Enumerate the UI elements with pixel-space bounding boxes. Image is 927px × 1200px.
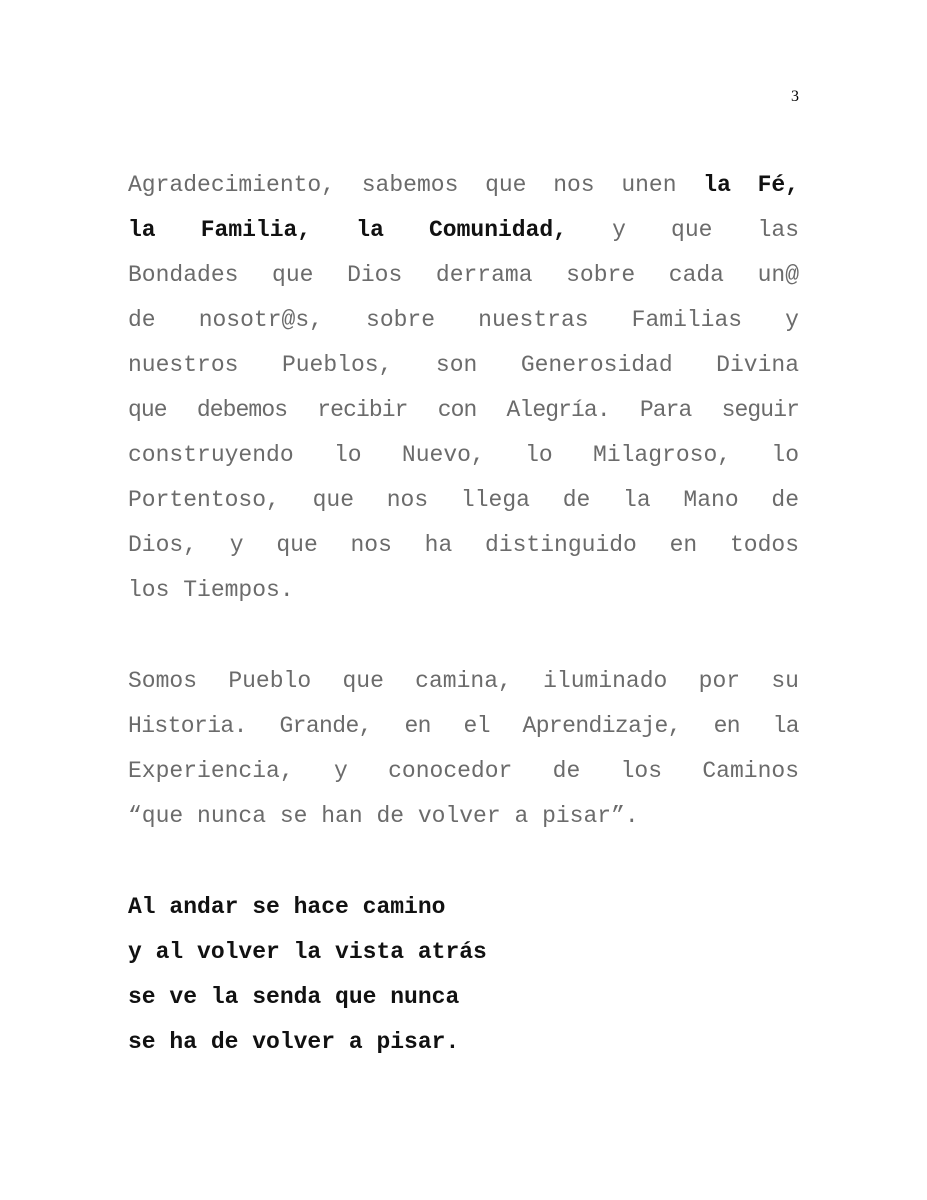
paragraph-line: nuestros Pueblos, son Generosidad Divina xyxy=(128,352,799,378)
paragraph-line: que debemos recibir con Alegría. Para seguir xyxy=(128,397,799,423)
bold-phrase-family-community: la Familia, la Comunidad, xyxy=(128,217,568,243)
page-number: 3 xyxy=(791,88,799,105)
paragraph-line: construyendo lo Nuevo, lo Milagroso, lo xyxy=(128,442,799,468)
poem-line: se ha de volver a pisar. xyxy=(128,1029,460,1055)
paragraph-line: Portentoso, que nos llega de la Mano de xyxy=(128,487,799,513)
paragraph-gratitude xyxy=(128,163,799,613)
poem-line: se ve la senda que nunca xyxy=(128,984,460,1010)
paragraph-line: Historia. Grande, en el Aprendizaje, en la xyxy=(128,713,799,739)
paragraph-line: los Tiempos. xyxy=(128,577,294,603)
line-text: y que las xyxy=(567,217,799,243)
bold-phrase-faith: la Fé, xyxy=(703,172,799,198)
paragraph-line: Bondades que Dios derrama sobre cada un@ xyxy=(128,262,799,288)
paragraph-line: de nosotr@s, sobre nuestras Familias y xyxy=(128,307,799,333)
paragraph-line: Somos Pueblo que camina, iluminado por su xyxy=(128,668,799,694)
paragraph-line xyxy=(128,208,799,253)
line-text: Agradecimiento, sabemos que nos unen xyxy=(128,172,704,198)
paragraph-line: Dios, y que nos ha distinguido en todos xyxy=(128,532,799,558)
paragraph-line: “que nunca se han de volver a pisar”. xyxy=(128,803,639,829)
poem-verse xyxy=(128,885,487,1065)
poem-line: Al andar se hace camino xyxy=(128,894,446,920)
poem-line: y al volver la vista atrás xyxy=(128,939,487,965)
paragraph-people xyxy=(128,659,799,839)
paragraph-line: Experiencia, y conocedor de los Caminos xyxy=(128,758,799,784)
paragraph-line xyxy=(128,163,799,208)
